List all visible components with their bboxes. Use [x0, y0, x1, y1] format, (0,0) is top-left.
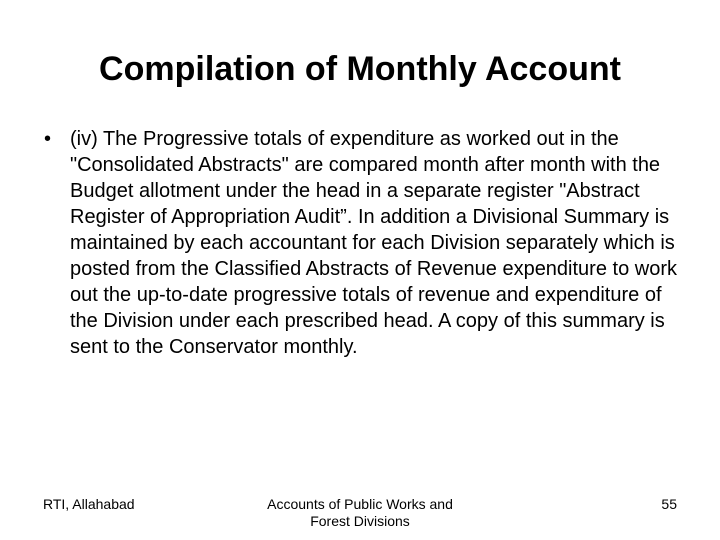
footer-organization: RTI, Allahabad [43, 496, 135, 512]
footer-course-title-line2: Forest Divisions [310, 513, 410, 529]
footer-course-title [250, 496, 470, 530]
bullet-icon: • [44, 128, 52, 150]
bullet-text: (iv) The Progressive totals of expenditure as worked out in the "Consolidated Abstracts" are compared month after month with the Budget allotment under the head in a separate register "Abstract Register of Appropriation Audit”. In addition a Divisional Summary is maintained by each accountant for each Division separately which is posted from the Classified Abstracts of Revenue expenditure to work out the up-to-date progressive totals of revenue and expenditure of the Division under each prescribed head. A copy of this summary is sent to the Conservator monthly. [70, 128, 677, 358]
bullet-item [0, 126, 720, 360]
footer-course-title-line1: Accounts of Public Works and [267, 496, 453, 512]
slide-title: Compilation of Monthly Account [99, 50, 621, 88]
page-number: 55 [661, 496, 677, 512]
bullet-list [0, 126, 720, 360]
